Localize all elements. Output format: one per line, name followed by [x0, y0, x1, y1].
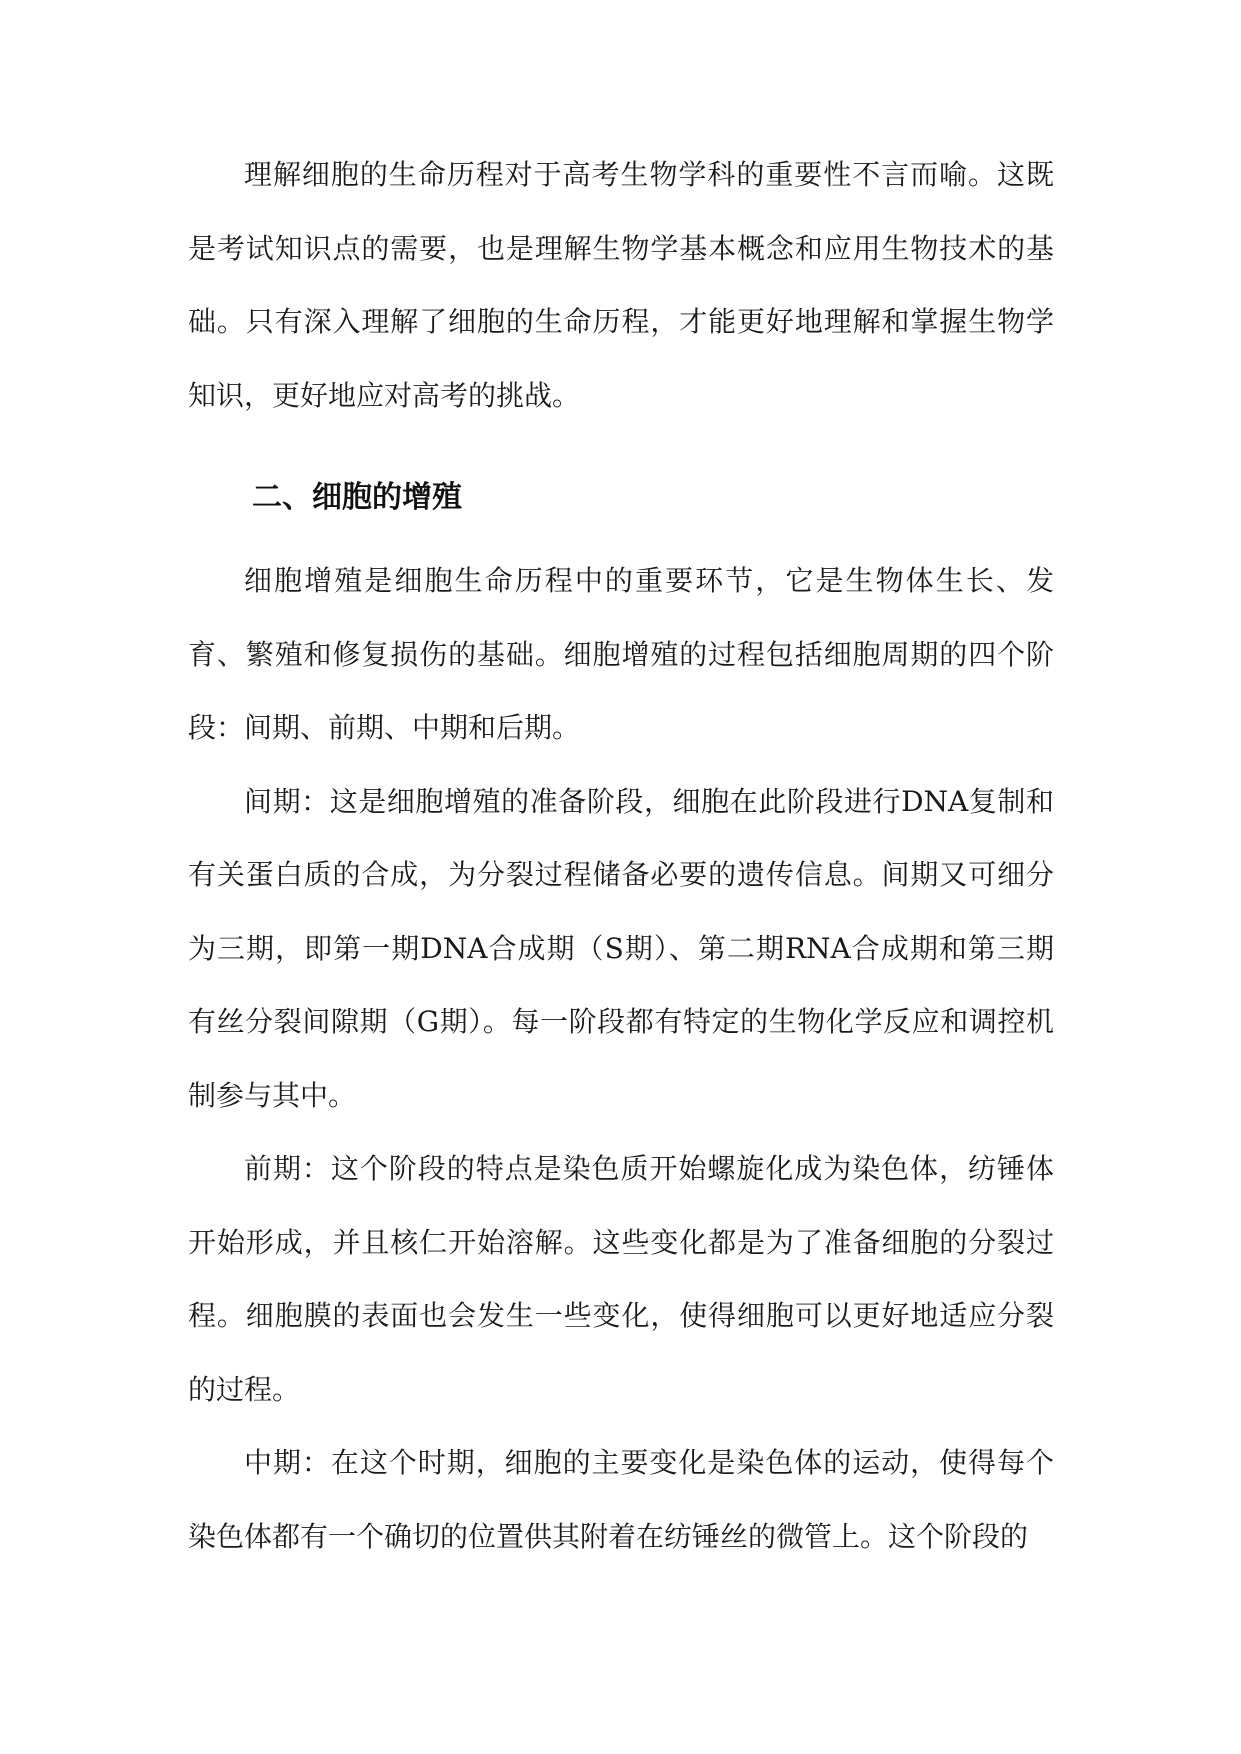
paragraph-interphase: 间期：这是细胞增殖的准备阶段，细胞在此阶段进行DNA复制和有关蛋白质的合成，为分裂过程储备必要的遗传信息。间期又可细分为三期，即第一期DNA合成期（S期）、第二期RNA合成期和第三期有丝分裂间隙期（G期）。每一阶段都有特定的生物化学反应和调控机制参与其中。 [188, 784, 1054, 1112]
paragraph-metaphase: 中期：在这个时期，细胞的主要变化是染色体的运动，使得每个染色体都有一个确切的位置供其附着在纺锤丝的微管上。这个阶段的 [188, 1446, 1054, 1553]
section-heading: 二、细胞的增殖 [252, 480, 462, 515]
paragraph-prophase: 前期：这个阶段的特点是染色质开始螺旋化成为染色体，纺锤体开始形成，并且核仁开始溶解。这些变化都是为了准备细胞的分裂过程。细胞膜的表面也会发生一些变化，使得细胞可以更好地适应分裂的过程。 [188, 1152, 1054, 1406]
intro-paragraph: 理解细胞的生命历程对于高考生物学科的重要性不言而喻。这既是考试知识点的需要，也是理解生物学基本概念和应用生物技术的基础。只有深入理解了细胞的生命历程，才能更好地理解和掌握生物学知识，更好地应对高考的挑战。 [188, 158, 1054, 412]
paragraph-proliferation-overview: 细胞增殖是细胞生命历程中的重要环节，它是生物体生长、发育、繁殖和修复损伤的基础。细胞增殖的过程包括细胞周期的四个阶段：间期、前期、中期和后期。 [188, 564, 1054, 744]
document-body [188, 138, 1054, 1573]
